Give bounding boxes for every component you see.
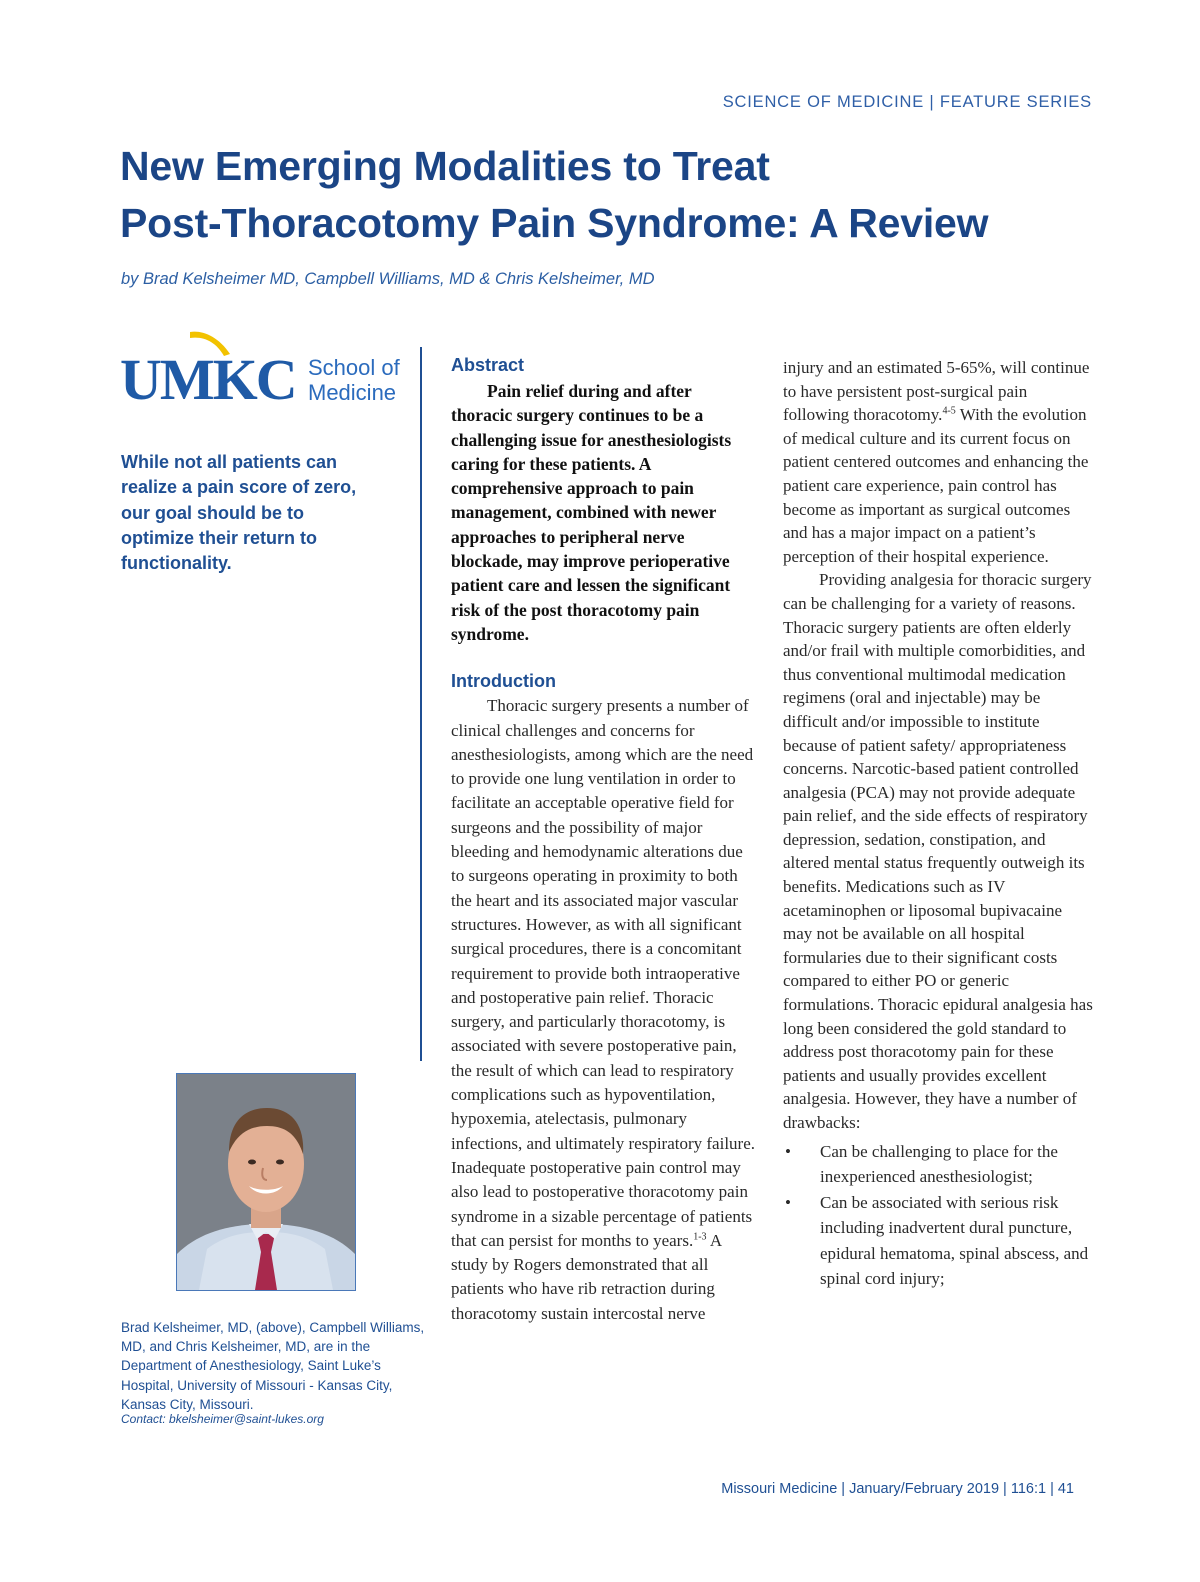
logo-school-line-1: School of — [308, 355, 400, 380]
analgesia-paragraph: Providing analgesia for thoracic surgery can be challenging for a variety of reasons. Thoracic surgery patients are often elderly and/or frail with multiple comorbidities, and thus conventional multimodal medication regimens (oral and injectable) may be difficult and/or impossible to institute because of patient safety/ appropriateness concerns. Narcotic-based patient controlled analgesia (PCA) may not provide adequate pain relief, and the side effects of respiratory depression, sedation, constipation, and altered mental status frequently outweigh its benefits. Medications such as IV acetaminophen or liposomal bupivacaine may not be available on all hospital formularies due to their significant costs compared to either PO or generic formulations. Thoracic epidural analgesia has long been considered the gold standard to address post thoracotomy pain for these patients and usually provides excellent analgesia. However, they have a number of drawbacks: — [783, 570, 1093, 1132]
intro-text-part-2: A study by Rogers demonstrated that all patients who have rib retraction during thoracotomy sustain intercostal nerve — [451, 1230, 722, 1323]
abstract-heading: Abstract — [451, 355, 525, 375]
column-middle — [451, 355, 757, 1326]
byline: by Brad Kelsheimer MD, Campbell Williams, MD & Chris Kelsheimer, MD — [121, 270, 655, 288]
list-item — [783, 1139, 1093, 1190]
column-right — [783, 356, 1093, 1292]
citation-4-5: 4-5 — [942, 405, 956, 417]
column-divider — [420, 347, 422, 1061]
portrait-illustration — [177, 1074, 355, 1290]
abstract-text: Pain relief during and after thoracic surgery continues to be a challenging issue for anesthesiologists caring for these patients. A comprehensive approach to pain management, combined with newer approaches to peripheral nerve blockade, may improve perioperative patient care and lessen the significant risk of the post thoracotomy pain syndrome. — [451, 381, 732, 644]
bullet-icon: • — [785, 1141, 791, 1161]
pull-quote: While not all patients can realize a pain score of zero, our goal should be to optimize their return to functionality. — [121, 452, 357, 574]
article-title — [120, 138, 988, 252]
introduction-heading: Introduction — [451, 671, 556, 692]
title-line-1: New Emerging Modalities to Treat — [120, 143, 770, 189]
intro-text-part-1: Thoracic surgery presents a number of clinical challenges and concerns for anesthesiologists, among which are the need to provide one lung ventilation in order to facilitate an acceptable operative field for surgeons and the possibility of major bleeding and hemodynamic alterations due to surgeons operating in proximity to both the heart and its associated major vascular structures. However, as with all significant surgical procedures, there is a concomitant requirement to provide both intraoperative and postoperative pain relief. Thoracic surgery, and particularly thoracotomy, is associated with severe postoperative pain, the result of which can lead to respiratory complications such as hypoventilation, hypoxemia, atelectasis, pulmonary infections, and ultimately respiratory failure. Inadequate postoperative pain control may also lead to postoperative thoracotomy pain syndrome in a sizable percentage of patients that can persist for months to years. — [451, 696, 756, 1250]
logo-school-name — [308, 355, 400, 405]
continued-paragraph — [783, 356, 1093, 568]
author-caption: Brad Kelsheimer, MD, (above), Campbell Williams, MD, and Chris Kelsheimer, MD, are in the Department of Anesthesiology, Saint Luke’s Hospital, University of Missouri - Kansas City, Kansas City, Missouri. — [121, 1320, 425, 1412]
introduction-text — [451, 694, 757, 1326]
umkc-logo — [120, 328, 410, 412]
author-photo — [176, 1073, 356, 1291]
logo-wordmark: UMKC — [120, 347, 296, 412]
logo-school-line-2: Medicine — [308, 380, 397, 405]
list-item — [783, 1190, 1093, 1292]
series-label: SCIENCE OF MEDICINE | FEATURE SERIES — [722, 93, 1092, 111]
author-contact: Contact: bkelsheimer@saint-lukes.org — [121, 1412, 324, 1426]
list-item-text: Can be associated with serious risk including inadvertent dural puncture, epidural hematoma, spinal abscess, and spinal cord injury; — [820, 1192, 1089, 1289]
p1-part-2: With the evolution of medical culture and its current focus on patient centered outcomes and enhancing the patient care experience, pain control has become as important as surgical outcomes and has a major impact on a patient’s perception of their hospital experience. — [783, 405, 1089, 566]
title-line-2: Post-Thoracotomy Pain Syndrome: A Review — [120, 200, 989, 246]
list-item-text: Can be challenging to place for the inexperienced anesthesiologist; — [820, 1141, 1058, 1187]
drawbacks-list — [783, 1139, 1093, 1292]
p1-part-1: injury and an estimated 5-65%, will continue to have persistent post-surgical pain following thoracotomy. — [783, 358, 1090, 425]
bullet-icon: • — [785, 1192, 791, 1212]
page-footer: Missouri Medicine | January/February 2019 | 116:1 | 41 — [721, 1481, 1074, 1497]
citation-1-3: 1-3 — [693, 1231, 707, 1243]
